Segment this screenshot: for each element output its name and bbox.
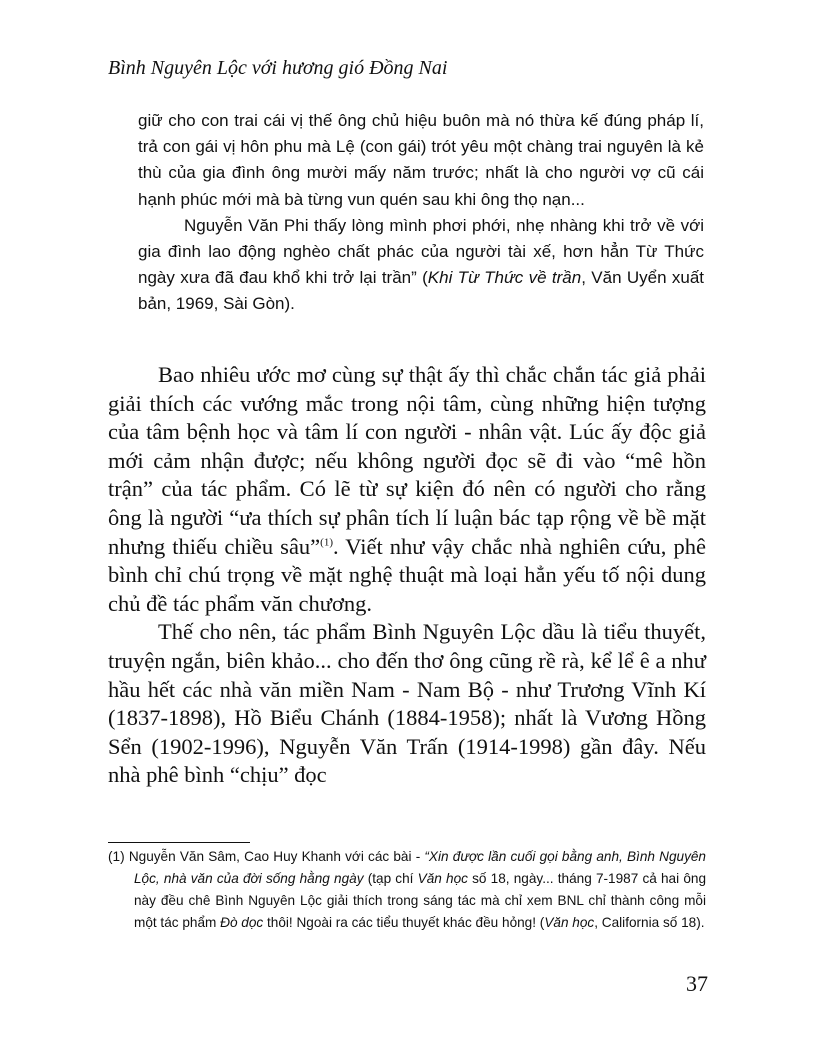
body-text xyxy=(108,361,706,790)
quote-paragraph-1: giữ cho con trai cái vị thế ông chủ hiệu buôn mà nó thừa kế đúng pháp lí, trả con gái vị hôn phu mà Lệ (con gái) trót yêu một chàng trai nguyên là kẻ thù của gia đình ông mười mấy năm trước; nhất là cho người vợ cũ cái hạnh phúc mới mà bà từng vun quén sau khi ông thọ nạn... xyxy=(138,111,704,209)
quote-paragraph-2 xyxy=(138,213,704,318)
quote-paragraph-2-text: Nguyễn Văn Phi thấy lòng mình phơi phới, nhẹ nhàng khi trở về với gia đình lao động nghèo chất phác của người tài xế, hơn hẳn Từ Thức ngày xưa đã đau khổ khi trở lại trần” ( xyxy=(138,215,704,288)
footnote-part-3: số 18, ngày... tháng 7-1987 cả hai ông này đều chê Bình Nguyên Lộc giải thích trong sáng tác mà chỉ xem BNL chỉ thành công mỗi một tác phẩm xyxy=(134,871,707,930)
running-header: Bình Nguyên Lộc với hương gió Đồng Nai xyxy=(108,57,448,79)
footnote-journal-name: Văn học xyxy=(417,871,468,886)
footnote-article-title: “Xin được lần cuối gọi bằng anh, Bình Nguyên Lộc, nhà văn của đời sống hằng ngày xyxy=(134,849,706,886)
footnote-part-1: Nguyễn Văn Sâm, Cao Huy Khanh với các bài - xyxy=(128,849,425,864)
body-paragraph-1 xyxy=(108,361,706,618)
footnote-work-title: Đò dọc xyxy=(220,915,264,930)
body-paragraph-1-tail: . Viết như vậy chắc nhà nghiên cứu, phê bình chỉ chú trọng về mặt nghệ thuật mà loại hẳn yếu tố nội dung chủ đề tác phẩm văn chương. xyxy=(108,533,707,616)
body-paragraph-2: Thế cho nên, tác phẩm Bình Nguyên Lộc dầu là tiểu thuyết, truyện ngắn, biên khảo... cho đến thơ ông cũng rề rà, kể lể ê a như hầu hết các nhà văn miền Nam - Nam Bộ - như Trương Vĩnh Kí (1837-1898), Hồ Biểu Chánh (1884-1958); nhất là Vương Hồng Sển (1902-1996), Nguyễn Văn Trấn (1914-1998) gần đây. Nếu nhà phê bình “chịu” đọc xyxy=(108,619,706,788)
footnote-reference: (1) xyxy=(320,536,333,549)
body-paragraph-1-text: Bao nhiêu ước mơ cùng sự thật ấy thì chắc chắn tác giả phải giải thích các vướng mắc trong nội tâm, cùng những hiện tượng của tâm bệnh học và tâm lí con người - nhân vật. Lúc ấy độc giả mới cảm nhận được; nếu không người đọc sẽ đi vào “mê hồn trận” của tác phẩm. Có lẽ từ sự kiện đó nên có người cho rằng ông là người “ưa thích sự phân tích lí luận bác tạp rộng về bề mặt nhưng thiếu chiều sâu” xyxy=(108,362,706,559)
footnote-text xyxy=(108,846,706,934)
quoted-passage xyxy=(138,108,704,318)
footnote-part-5: , California số 18). xyxy=(594,915,705,930)
footnote-part-2: (tạp chí xyxy=(363,871,418,886)
footnote-part-4: thôi! Ngoài ra các tiểu thuyết khác đều hỏng! ( xyxy=(263,915,545,930)
quote-paragraph-2-tail: , Văn Uyển xuất bản, 1969, Sài Gòn). xyxy=(138,268,705,314)
footnote-divider xyxy=(108,842,250,843)
footnote-journal-name-2: Văn học xyxy=(544,915,595,930)
footnote-marker: (1) xyxy=(108,849,125,864)
footnote xyxy=(108,846,706,934)
page-number: 37 xyxy=(686,971,708,996)
book-title: Khi Từ Thức về trần xyxy=(427,268,582,288)
